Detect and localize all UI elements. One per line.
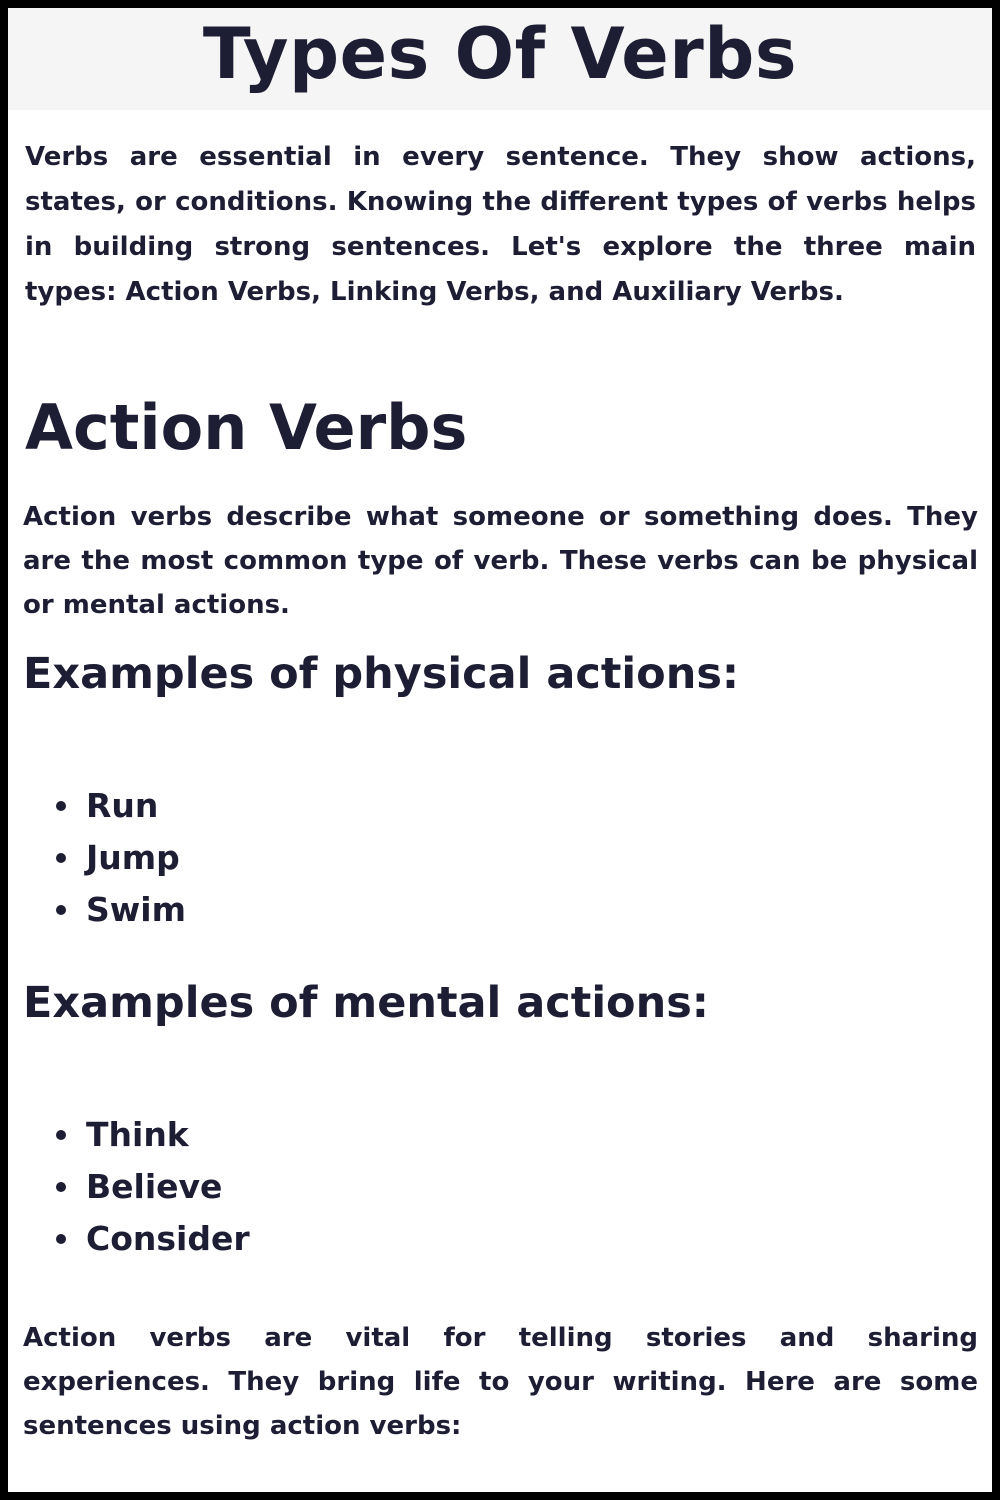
list-item-label: Jump bbox=[86, 838, 180, 877]
list-item-label: Run bbox=[86, 786, 159, 825]
list-item bbox=[56, 884, 186, 936]
action-verbs-description: Action verbs describe what someone or something does. They are the most common type of verb. These verbs can be physical or mental actions. bbox=[23, 502, 978, 620]
list-item bbox=[56, 1161, 250, 1213]
page-title: Types Of Verbs bbox=[202, 13, 798, 95]
bullet-icon bbox=[56, 1182, 66, 1192]
physical-actions-list bbox=[56, 780, 186, 936]
bullet-icon bbox=[56, 853, 66, 863]
mental-actions-heading: Examples of mental actions: bbox=[23, 978, 710, 1028]
title-band bbox=[8, 8, 992, 110]
list-item-label: Consider bbox=[86, 1219, 250, 1258]
intro-paragraph: Verbs are essential in every sentence. They show actions, states, or conditions. Knowing the different types of verbs helps in building strong sentences. Let's explore the three main types: Action Verbs, Linking Verbs, and Auxiliary Verbs. bbox=[25, 142, 976, 307]
list-item-label: Think bbox=[86, 1115, 189, 1154]
bullet-icon bbox=[56, 905, 66, 915]
list-item bbox=[56, 832, 186, 884]
physical-actions-heading: Examples of physical actions: bbox=[23, 649, 740, 699]
section-heading-action-verbs: Action Verbs bbox=[25, 391, 468, 464]
list-item bbox=[56, 780, 186, 832]
list-item-label: Believe bbox=[86, 1167, 223, 1206]
action-verbs-closing: Action verbs are vital for telling stories and sharing experiences. They bring life to your writing. Here are some sentences using action verbs: bbox=[23, 1323, 978, 1441]
list-item-label: Swim bbox=[86, 890, 186, 929]
bullet-icon bbox=[56, 1234, 66, 1244]
bullet-icon bbox=[56, 801, 66, 811]
bullet-icon bbox=[56, 1130, 66, 1140]
list-item bbox=[56, 1213, 250, 1265]
mental-actions-list bbox=[56, 1109, 250, 1265]
list-item bbox=[56, 1109, 250, 1161]
